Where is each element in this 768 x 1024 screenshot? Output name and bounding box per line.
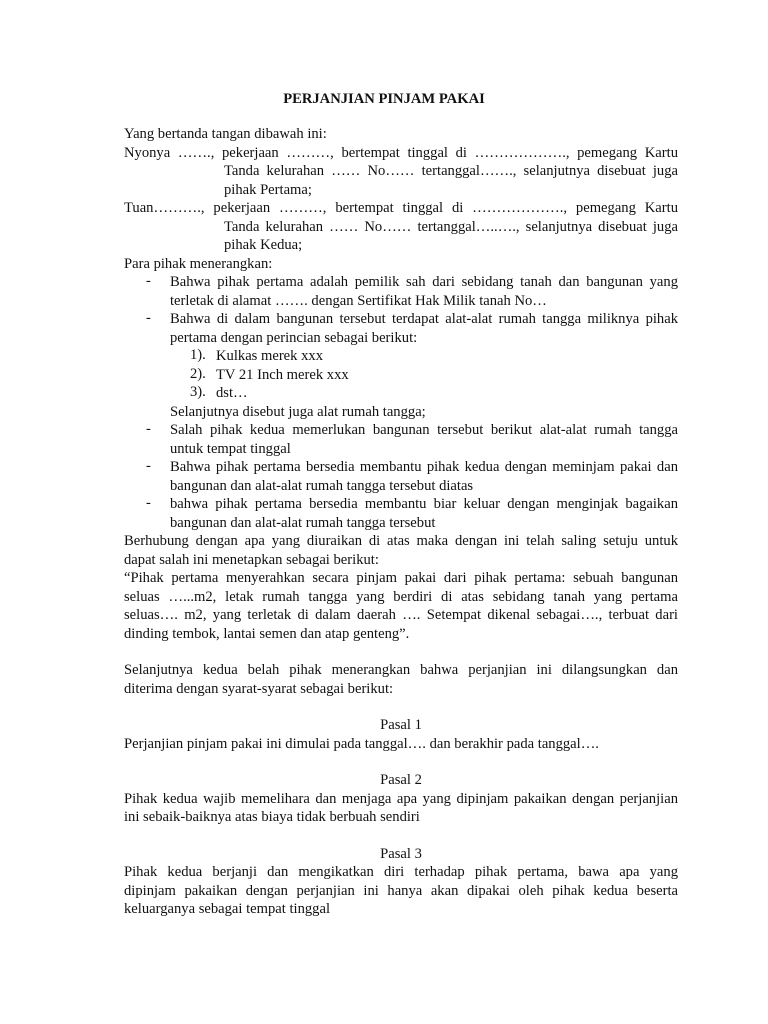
item-text: dst… [216,385,248,401]
list-item [124,421,678,458]
list-item-line: bangunan dan alat-alat rumah tangga tersebut diatas [170,477,474,494]
list-item-line: bangunan dan alat-alat rumah tangga tersebut [170,514,436,531]
paragraph-line: ini sebaik-baiknya atas biaya tidak berbuah sendiri [124,809,420,825]
list-item-line: Bahwa pihak pertama adalah pemilik sah dari sebidang tanah dan bangunan yang [170,274,678,290]
pasal-2-heading: Pasal 2 [380,772,422,788]
party-first-line1: Nyonya ……., pekerjaan ………, bertempat tinggal di ………………., pemegang Kartu [124,144,678,161]
item-number: 1). [190,347,206,363]
item-number: 3). [190,384,206,400]
party-first-line2: Tanda kelurahan …… No…… tertanggal……., selanjutnya disebuat juga [224,163,678,179]
list-item [124,495,678,532]
party-first-line3: pihak Pertama; [224,181,312,198]
party-first [124,144,678,200]
bullet-list-1 [124,273,678,347]
pasal-3-text [124,863,678,919]
list-item [124,347,678,366]
pasal-2-text [124,790,678,827]
list-item-line: pertama dengan perincian sebagai berikut: [170,329,418,346]
list-item-line: Bahwa pihak pertama bersedia membantu pihak kedua dengan meminjam pakai dan [170,459,678,475]
document-body [124,125,678,919]
list-item [124,458,678,495]
bullet-dash: - [146,273,151,289]
quote-paragraph [124,569,678,643]
pasal-1-heading: Pasal 1 [380,717,422,733]
para-pihak-heading: Para pihak menerangkan: [124,255,273,272]
list-item-line: Salah pihak kedua memerlukan bangunan tersebut berikut alat-alat rumah tangga [170,422,678,438]
list-item-line: bahwa pihak pertama bersedia membantu biar keluar dengan menginjak bagaikan [170,496,678,512]
party-second [124,199,678,255]
paragraph-line: Pihak kedua wajib memelihara dan menjaga apa yang dipinjam pakaikan dengan perjanjian [124,790,678,807]
party-second-line1: Tuan………., pekerjaan ………, bertempat tinggal di ………………., pemegang Kartu [124,200,678,216]
alat-rumah-tangga-note: Selanjutnya disebut juga alat rumah tangga; [170,403,426,420]
list-item [124,273,678,310]
selanjutnya-paragraph [124,661,678,698]
list-item-line: Bahwa di dalam bangunan tersebut terdapat alat-alat rumah tangga miliknya pihak [170,311,678,327]
paragraph-line: dapat salah ini menetapkan sebagai berikut: [124,551,379,568]
bullet-dash: - [146,495,151,511]
list-item-line: untuk tempat tinggal [170,440,291,457]
pasal-3-heading: Pasal 3 [380,845,422,862]
paragraph-line: keluarganya sebagai tempat tinggal [124,901,330,917]
list-item-line: terletak di alamat ……. dengan Sertifikat Hak Milik tanah No… [170,292,547,309]
intro-text: Yang bertanda tangan dibawah ini: [124,126,327,142]
paragraph-line: dipinjam pakaikan dengan perjanjian ini hanya akan dipakai oleh pihak kedua beserta [124,882,678,899]
paragraph-line: “Pihak pertama menyerahkan secara pinjam pakai dari pihak pertama: sebuah bangunan [124,570,678,586]
party-second-line2: Tanda kelurahan …… No…… tertanggal…..…., selanjutnya disebuat juga [224,218,678,235]
bullet-dash: - [146,310,151,326]
paragraph-line: dinding tembok, lantai semen dan atap genteng”. [124,625,410,642]
item-number: 2). [190,365,206,382]
list-item [124,366,678,385]
bullet-dash: - [146,458,151,474]
paragraph-line: Berhubung dengan apa yang diuraikan di atas maka dengan ini telah saling setuju untuk [124,533,678,549]
paragraph-line: Selanjutnya kedua belah pihak menerangkan bahwa perjanjian ini dilangsungkan dan [124,662,678,678]
list-item [124,310,678,347]
document-title: PERJANJIAN PINJAM PAKAI [283,91,485,107]
paragraph-line: Pihak kedua berjanji dan mengikatkan diri terhadap pihak pertama, bawa apa yang [124,864,678,880]
paragraph-line: seluas …...m2, letak rumah tangga yang berdiri di atas sebidang tanah yang pertama [124,588,678,605]
item-text: TV 21 Inch merek xxx [216,366,349,383]
list-item [124,384,678,403]
bullet-dash: - [146,421,151,437]
numbered-list [124,347,678,403]
berhubung-paragraph [124,532,678,569]
pasal-1-text: Perjanjian pinjam pakai ini dimulai pada tanggal…. dan berakhir pada tanggal…. [124,735,599,752]
paragraph-line: seluas…. m2, yang terletak di dalam daerah …. Setempat dikenal sebagai…., terbuat dari [124,607,678,623]
item-text: Kulkas merek xxx [216,348,323,364]
bullet-list-2 [124,421,678,532]
paragraph-line: diterima dengan syarat-syarat sebagai berikut: [124,680,394,697]
party-second-line3: pihak Kedua; [224,237,303,253]
